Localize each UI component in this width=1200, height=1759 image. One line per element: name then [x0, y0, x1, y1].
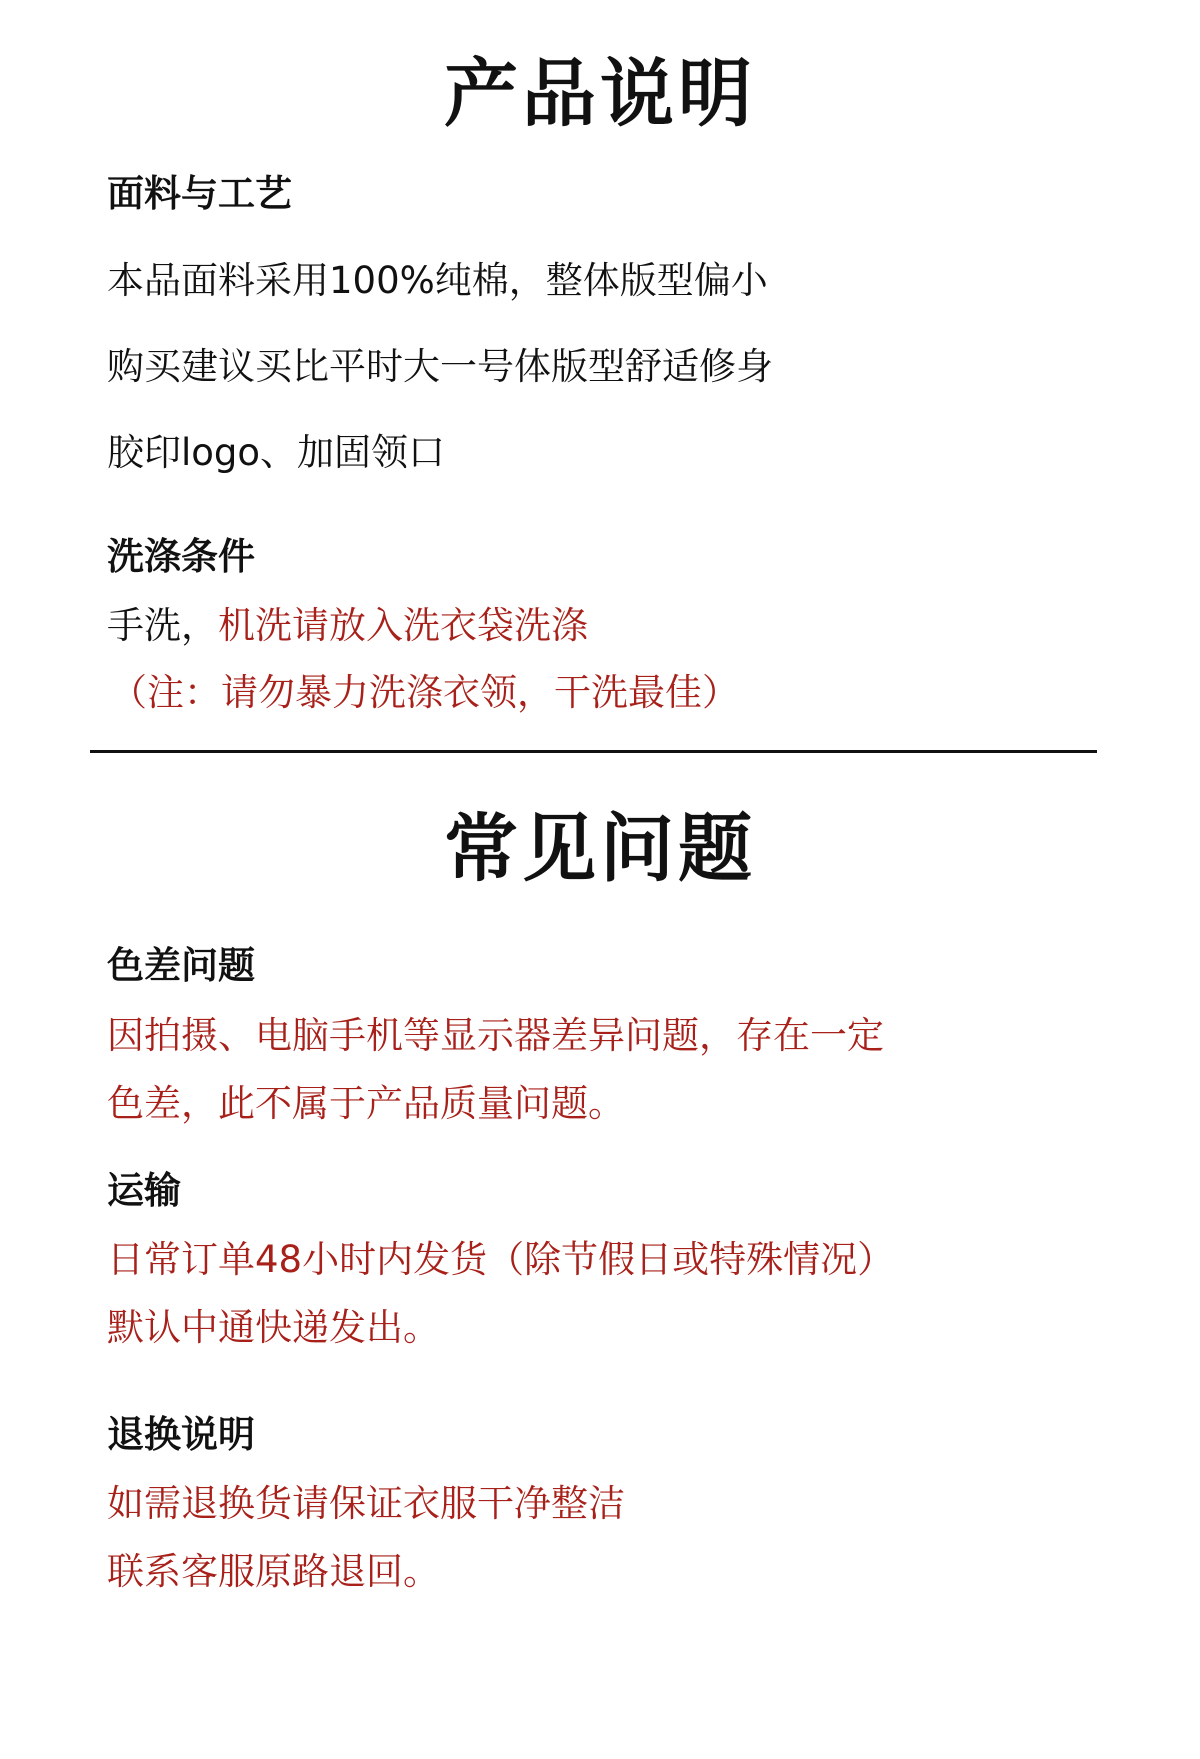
section-divider: [90, 750, 1097, 753]
wash-machine-wash-text: 机洗请放入洗衣袋洗涤: [218, 604, 588, 647]
fabric-line-1: 本品面料采用100%纯棉，整体版型偏小: [107, 259, 768, 302]
wash-hand-wash-text: 手洗，: [107, 604, 218, 647]
color-diff-line-2: 色差，此不属于产品质量问题。: [107, 1082, 625, 1125]
returns-line-1: 如需退换货请保证衣服干净整洁: [107, 1482, 625, 1525]
fabric-heading: 面料与工艺: [107, 172, 292, 215]
fabric-line-2: 购买建议买比平时大一号体版型舒适修身: [107, 345, 773, 388]
shipping-line-1: 日常订单48小时内发货（除节假日或特殊情况）: [107, 1238, 895, 1281]
product-section-title: 产品说明: [444, 51, 756, 137]
faq-section-title: 常见问题: [444, 806, 756, 892]
wash-note: （注：请勿暴力洗涤衣领，干洗最佳）: [110, 671, 739, 714]
returns-heading: 退换说明: [107, 1413, 255, 1456]
shipping-line-2: 默认中通快递发出。: [107, 1306, 440, 1349]
returns-line-2: 联系客服原路退回。: [107, 1550, 440, 1593]
wash-heading: 洗涤条件: [107, 535, 255, 578]
fabric-line-3: 胶印logo、加固领口: [107, 431, 446, 474]
shipping-heading: 运输: [107, 1169, 181, 1212]
color-diff-line-1: 因拍摄、电脑手机等显示器差异问题，存在一定: [107, 1014, 884, 1057]
color-diff-heading: 色差问题: [107, 944, 255, 987]
wash-line-1: [107, 604, 588, 647]
